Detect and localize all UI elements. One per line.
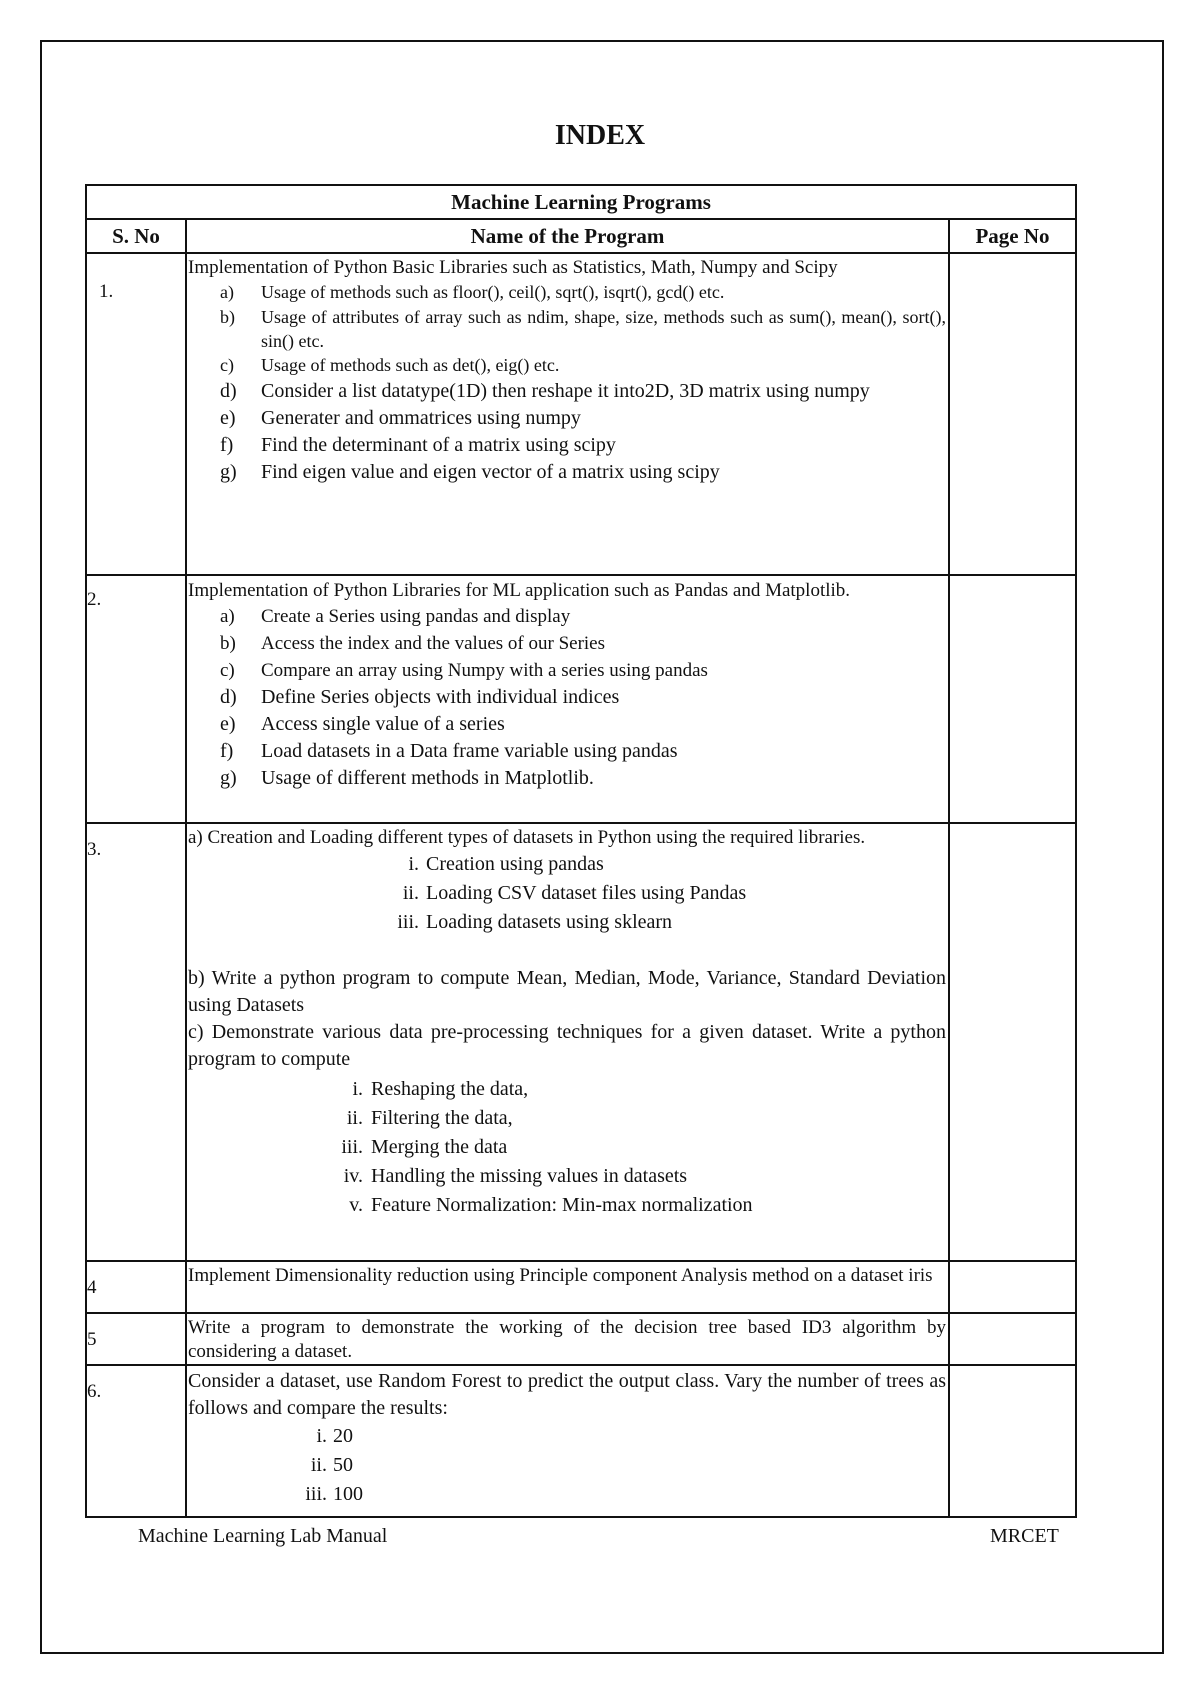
list-item <box>187 738 948 765</box>
row-page-no <box>949 823 1076 1261</box>
item-marker: e) <box>220 407 236 429</box>
item-marker: a) <box>220 282 234 302</box>
table-row <box>86 1261 1076 1313</box>
program-intro: Consider a dataset, use Random Forest to predict the output class. Vary the number of trees as follows and compare the results: <box>188 1370 946 1419</box>
table-row <box>86 575 1076 823</box>
list-item <box>187 1133 948 1162</box>
row-page-no <box>949 1365 1076 1517</box>
list-item <box>187 305 948 353</box>
list-item <box>187 353 948 378</box>
row-program-name <box>186 1261 949 1313</box>
program-intro: Implementation of Python Basic Libraries such as Statistics, Math, Numpy and Scipy <box>188 257 838 278</box>
item-text: 20 <box>333 1425 353 1447</box>
item-text: Access single value of a series <box>261 713 505 735</box>
item-text: Find the determinant of a matrix using scipy <box>261 434 616 456</box>
row-sno: 1. <box>86 253 186 575</box>
header-name: Name of the Program <box>186 219 949 253</box>
page-title: INDEX <box>554 120 646 151</box>
list-item <box>187 1075 948 1104</box>
item-text: 50 <box>333 1454 353 1476</box>
list-item <box>187 405 948 432</box>
item-text: Usage of methods such as floor(), ceil(), sqrt(), isqrt(), gcd() etc. <box>261 282 725 302</box>
item-marker: c) <box>220 660 235 681</box>
row-program-name <box>186 253 949 575</box>
list-item <box>187 630 948 657</box>
item-text: Define Series objects with individual indices <box>261 686 620 708</box>
sub-item-list <box>187 280 948 486</box>
item-marker: i. <box>316 1425 327 1447</box>
table-row <box>86 823 1076 1261</box>
list-item <box>187 1451 948 1480</box>
item-marker: c) <box>220 355 234 375</box>
item-marker: ii. <box>310 1454 327 1476</box>
item-text: Find eigen value and eigen vector of a matrix using scipy <box>261 461 720 483</box>
list-item <box>187 378 948 405</box>
header-page: Page No <box>949 219 1076 253</box>
item-text: Create a Series using pandas and display <box>261 606 571 627</box>
row-sno: 4 <box>86 1261 186 1313</box>
row-page-no <box>949 1313 1076 1365</box>
list-item <box>187 711 948 738</box>
item-marker: d) <box>220 380 237 402</box>
part-c-list <box>187 1075 948 1220</box>
row-sno: 6. <box>86 1365 186 1517</box>
list-item <box>187 684 948 711</box>
item-marker: f) <box>220 740 234 762</box>
item-marker: b) <box>220 633 236 654</box>
row-page-no <box>949 253 1076 575</box>
row-program-name <box>186 575 949 823</box>
item-text: Feature Normalization: Min-max normalization <box>371 1194 753 1216</box>
item-marker: iii. <box>341 1136 363 1158</box>
item-text: Usage of different methods in Matplotlib. <box>261 767 594 789</box>
item-text: Compare an array using Numpy with a series using pandas <box>261 660 708 681</box>
item-marker: b) <box>220 307 235 327</box>
item-text: Creation using pandas <box>426 853 604 875</box>
part-a-list <box>187 850 948 937</box>
sub-item-list <box>187 603 948 791</box>
item-text: Usage of methods such as det(), eig() etc. <box>261 355 560 375</box>
item-text: Handling the missing values in datasets <box>371 1165 688 1187</box>
item-text: Access the index and the values of our Series <box>261 633 606 654</box>
item-marker: ii. <box>402 882 419 904</box>
footer-institution: MRCET <box>990 1525 1059 1547</box>
item-text: Load datasets in a Data frame variable using pandas <box>261 740 678 762</box>
program-part-c: c) Demonstrate various data pre-processing techniques for a given dataset. Write a python program to compute <box>188 1021 946 1070</box>
program-intro: Write a program to demonstrate the working of the decision tree based ID3 algorithm by considering a dataset. <box>188 1317 946 1362</box>
list-item <box>187 1480 948 1509</box>
list-item <box>187 603 948 630</box>
list-item <box>187 1422 948 1451</box>
item-text: Merging the data <box>371 1136 508 1158</box>
program-intro: Implement Dimensionality reduction using Principle component Analysis method on a dataset iris <box>188 1265 933 1286</box>
row-page-no <box>949 575 1076 823</box>
list-item <box>187 1104 948 1133</box>
row-program-name <box>186 1365 949 1517</box>
row-program-name <box>186 823 949 1261</box>
row-program-name <box>186 1313 949 1365</box>
list-item <box>187 879 948 908</box>
item-text: Filtering the data, <box>371 1107 513 1129</box>
item-text: Loading datasets using sklearn <box>426 911 673 933</box>
index-table <box>85 184 1077 1518</box>
item-text: Generater and ommatrices using numpy <box>261 407 581 429</box>
table-row <box>86 253 1076 575</box>
item-text: 100 <box>333 1483 363 1505</box>
item-marker: i. <box>352 1078 363 1100</box>
table-caption: Machine Learning Programs <box>86 185 1076 219</box>
table-row <box>86 1313 1076 1365</box>
list-item <box>187 908 948 937</box>
item-marker: iii. <box>305 1483 327 1505</box>
row-sno: 5 <box>86 1313 186 1365</box>
item-marker: e) <box>220 713 236 735</box>
program-intro: Implementation of Python Libraries for ML application such as Pandas and Matplotlib. <box>188 580 851 601</box>
list-item <box>187 1162 948 1191</box>
tree-count-list <box>187 1422 948 1509</box>
row-page-no <box>949 1261 1076 1313</box>
item-marker: ii. <box>346 1107 363 1129</box>
item-marker: g) <box>220 767 237 789</box>
item-text: Consider a list datatype(1D) then reshape it into2D, 3D matrix using numpy <box>261 380 870 402</box>
list-item <box>187 850 948 879</box>
program-part-a: a) Creation and Loading different types of datasets in Python using the required libraries. <box>188 827 866 848</box>
item-marker: f) <box>220 434 234 456</box>
row-sno: 2. <box>86 575 186 823</box>
list-item <box>187 657 948 684</box>
footer-manual-title: Machine Learning Lab Manual <box>138 1525 388 1547</box>
list-item <box>187 1191 948 1220</box>
item-marker: i. <box>408 853 419 875</box>
item-marker: iii. <box>397 911 419 933</box>
item-marker: iv. <box>343 1165 363 1187</box>
item-marker: v. <box>349 1194 363 1216</box>
list-item <box>187 459 948 486</box>
item-marker: g) <box>220 461 237 483</box>
table-row <box>86 1365 1076 1517</box>
item-marker: d) <box>220 686 237 708</box>
item-text: Reshaping the data, <box>371 1078 529 1100</box>
row-sno: 3. <box>86 823 186 1261</box>
list-item <box>187 432 948 459</box>
list-item <box>187 280 948 305</box>
program-part-b: b) Write a python program to compute Mean, Median, Mode, Variance, Standard Deviation using Datasets <box>188 967 946 1016</box>
list-item <box>187 765 948 791</box>
item-marker: a) <box>220 606 235 627</box>
item-text: Usage of attributes of array such as ndim, shape, size, methods such as sum(), mean(), sort(), sin() etc. <box>261 307 946 351</box>
header-sno: S. No <box>86 219 186 253</box>
item-text: Loading CSV dataset files using Pandas <box>426 882 747 904</box>
